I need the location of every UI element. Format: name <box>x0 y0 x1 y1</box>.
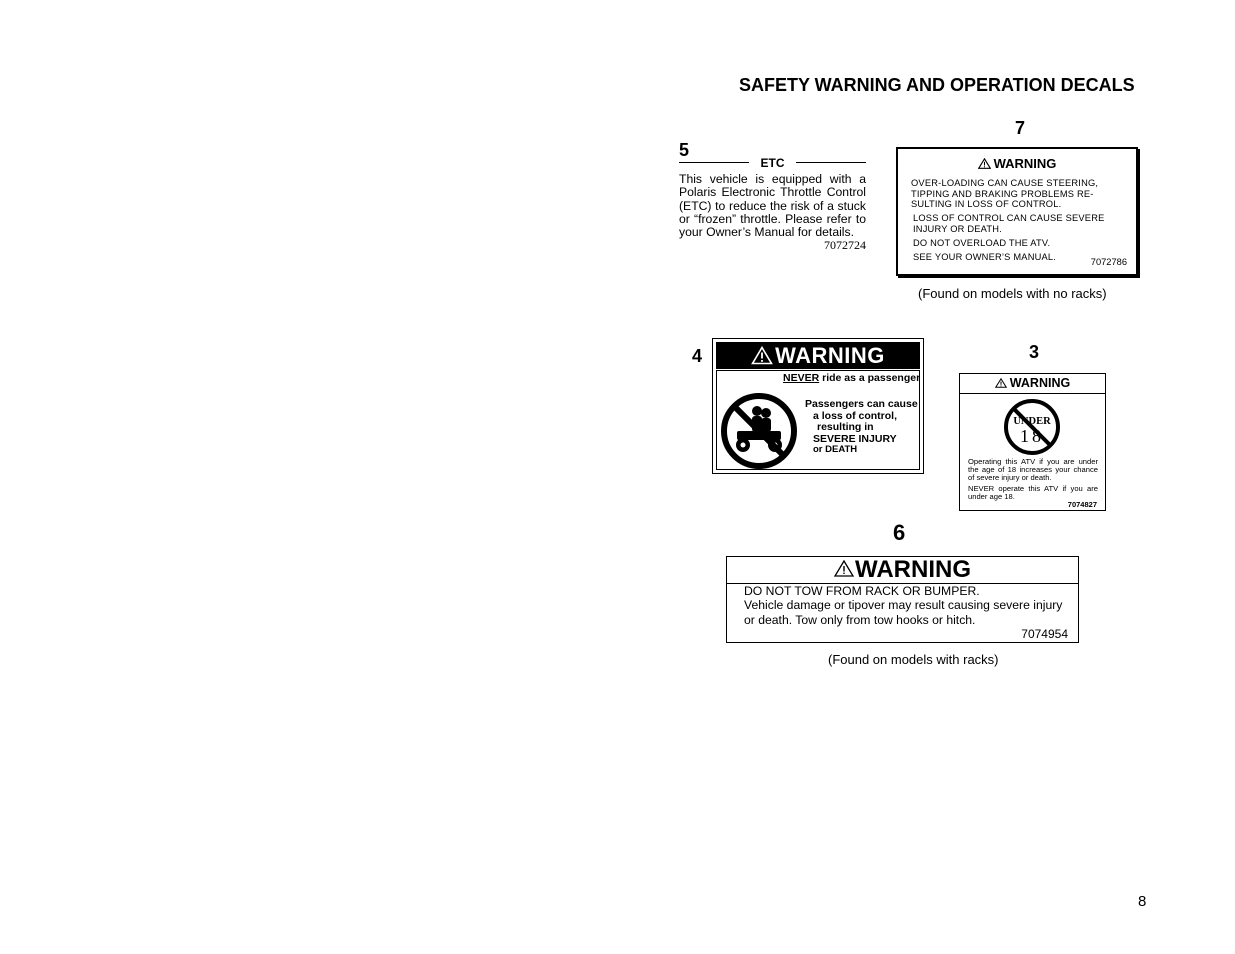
decal-6-line-1: DO NOT TOW FROM RACK OR BUMPER. <box>744 584 980 598</box>
divider <box>679 162 749 163</box>
page-number: 8 <box>1138 893 1147 910</box>
decal-7-line-1: OVER-LOADING CAN CAUSE STEERING, TIPPING AND BRAKING PROBLEMS RE- SULTING IN LOSS OF CONTROL. <box>911 178 1099 209</box>
decal-5-heading <box>679 156 866 172</box>
divider <box>796 162 866 163</box>
badge-18-text: 18 <box>1020 426 1044 446</box>
decal-3-line-1: Operating this ATV if you are under the age of 18 increases your chance of severe injury or death. <box>968 457 1098 482</box>
decal-7-line-3: DO NOT OVERLOAD THE ATV. <box>913 238 1051 248</box>
page-title: SAFETY WARNING AND OPERATION DECALS <box>739 75 1135 95</box>
decal-7-part-number: 7072786 <box>1090 257 1127 267</box>
decal-5-number: 5 <box>679 140 690 160</box>
decal-4-line-4: SEVERE INJURY <box>813 433 897 445</box>
decal-4-heading-text: WARNING <box>775 343 885 368</box>
warning-triangle-icon <box>834 560 854 577</box>
decal-5-body: This vehicle is equipped with a Polaris Electronic Throttle Control (ETC) to reduce the risk of a stuck or “frozen” throttle. Please refer to your Owner’s Manual for details. <box>679 172 866 240</box>
decal-7-line-2: LOSS OF CONTROL CAN CAUSE SEVERE INJURY OR DEATH. <box>913 213 1105 234</box>
decal-5-heading-label: ETC <box>760 156 785 170</box>
decal-5-part-number: 7072724 <box>824 238 866 252</box>
decal-7-line-4: SEE YOUR OWNER’S MANUAL. <box>913 252 1057 262</box>
decal-7-heading <box>898 156 1136 171</box>
under-18-badge <box>1003 398 1061 456</box>
decal-4-never-line: NEVER ride as a passenger <box>783 372 921 384</box>
decal-7-heading-text: WARNING <box>993 156 1057 171</box>
decal-7-caption: (Found on models with no racks) <box>918 286 1107 301</box>
decal-6-heading-text: WARNING <box>855 556 971 583</box>
decal-3-line-2: NEVER operate this ATV if you are under age 18. <box>968 484 1098 501</box>
decal-4-panel <box>716 370 920 470</box>
decal-4-line-2: a loss of control, <box>813 410 898 422</box>
decal-6-line-2: Vehicle damage or tipover may result causing severe injury or death. Tow only from tow hooks or hitch. <box>744 598 1063 627</box>
decal-6-number: 6 <box>893 520 906 545</box>
decal-6-part-number: 7074954 <box>1021 627 1068 641</box>
decal-4-line-3: resulting in <box>817 421 874 433</box>
warning-triangle-icon <box>995 378 1007 388</box>
decal-4-number: 4 <box>692 346 703 366</box>
decal-6-caption: (Found on models with racks) <box>828 652 999 667</box>
decal-3-heading-text: WARNING <box>1009 376 1071 390</box>
decal-6-heading <box>727 557 1078 584</box>
no-passenger-icon <box>719 391 799 471</box>
decal-4-heading <box>716 342 920 369</box>
decal-3-heading <box>960 374 1105 394</box>
decal-4 <box>712 338 924 474</box>
decal-4-line-1: Passengers can cause <box>805 398 918 410</box>
warning-triangle-icon <box>978 158 991 169</box>
decal-3 <box>959 373 1106 511</box>
decal-6 <box>726 556 1079 643</box>
decal-3-part-number: 7074827 <box>1067 500 1097 509</box>
decal-7-number: 7 <box>1015 118 1026 138</box>
decal-7 <box>896 147 1138 276</box>
warning-triangle-icon <box>751 346 773 365</box>
badge-under-text: UNDER <box>1013 416 1051 427</box>
decal-4-line-5: or DEATH <box>813 444 858 455</box>
decal-3-number: 3 <box>1029 342 1040 362</box>
